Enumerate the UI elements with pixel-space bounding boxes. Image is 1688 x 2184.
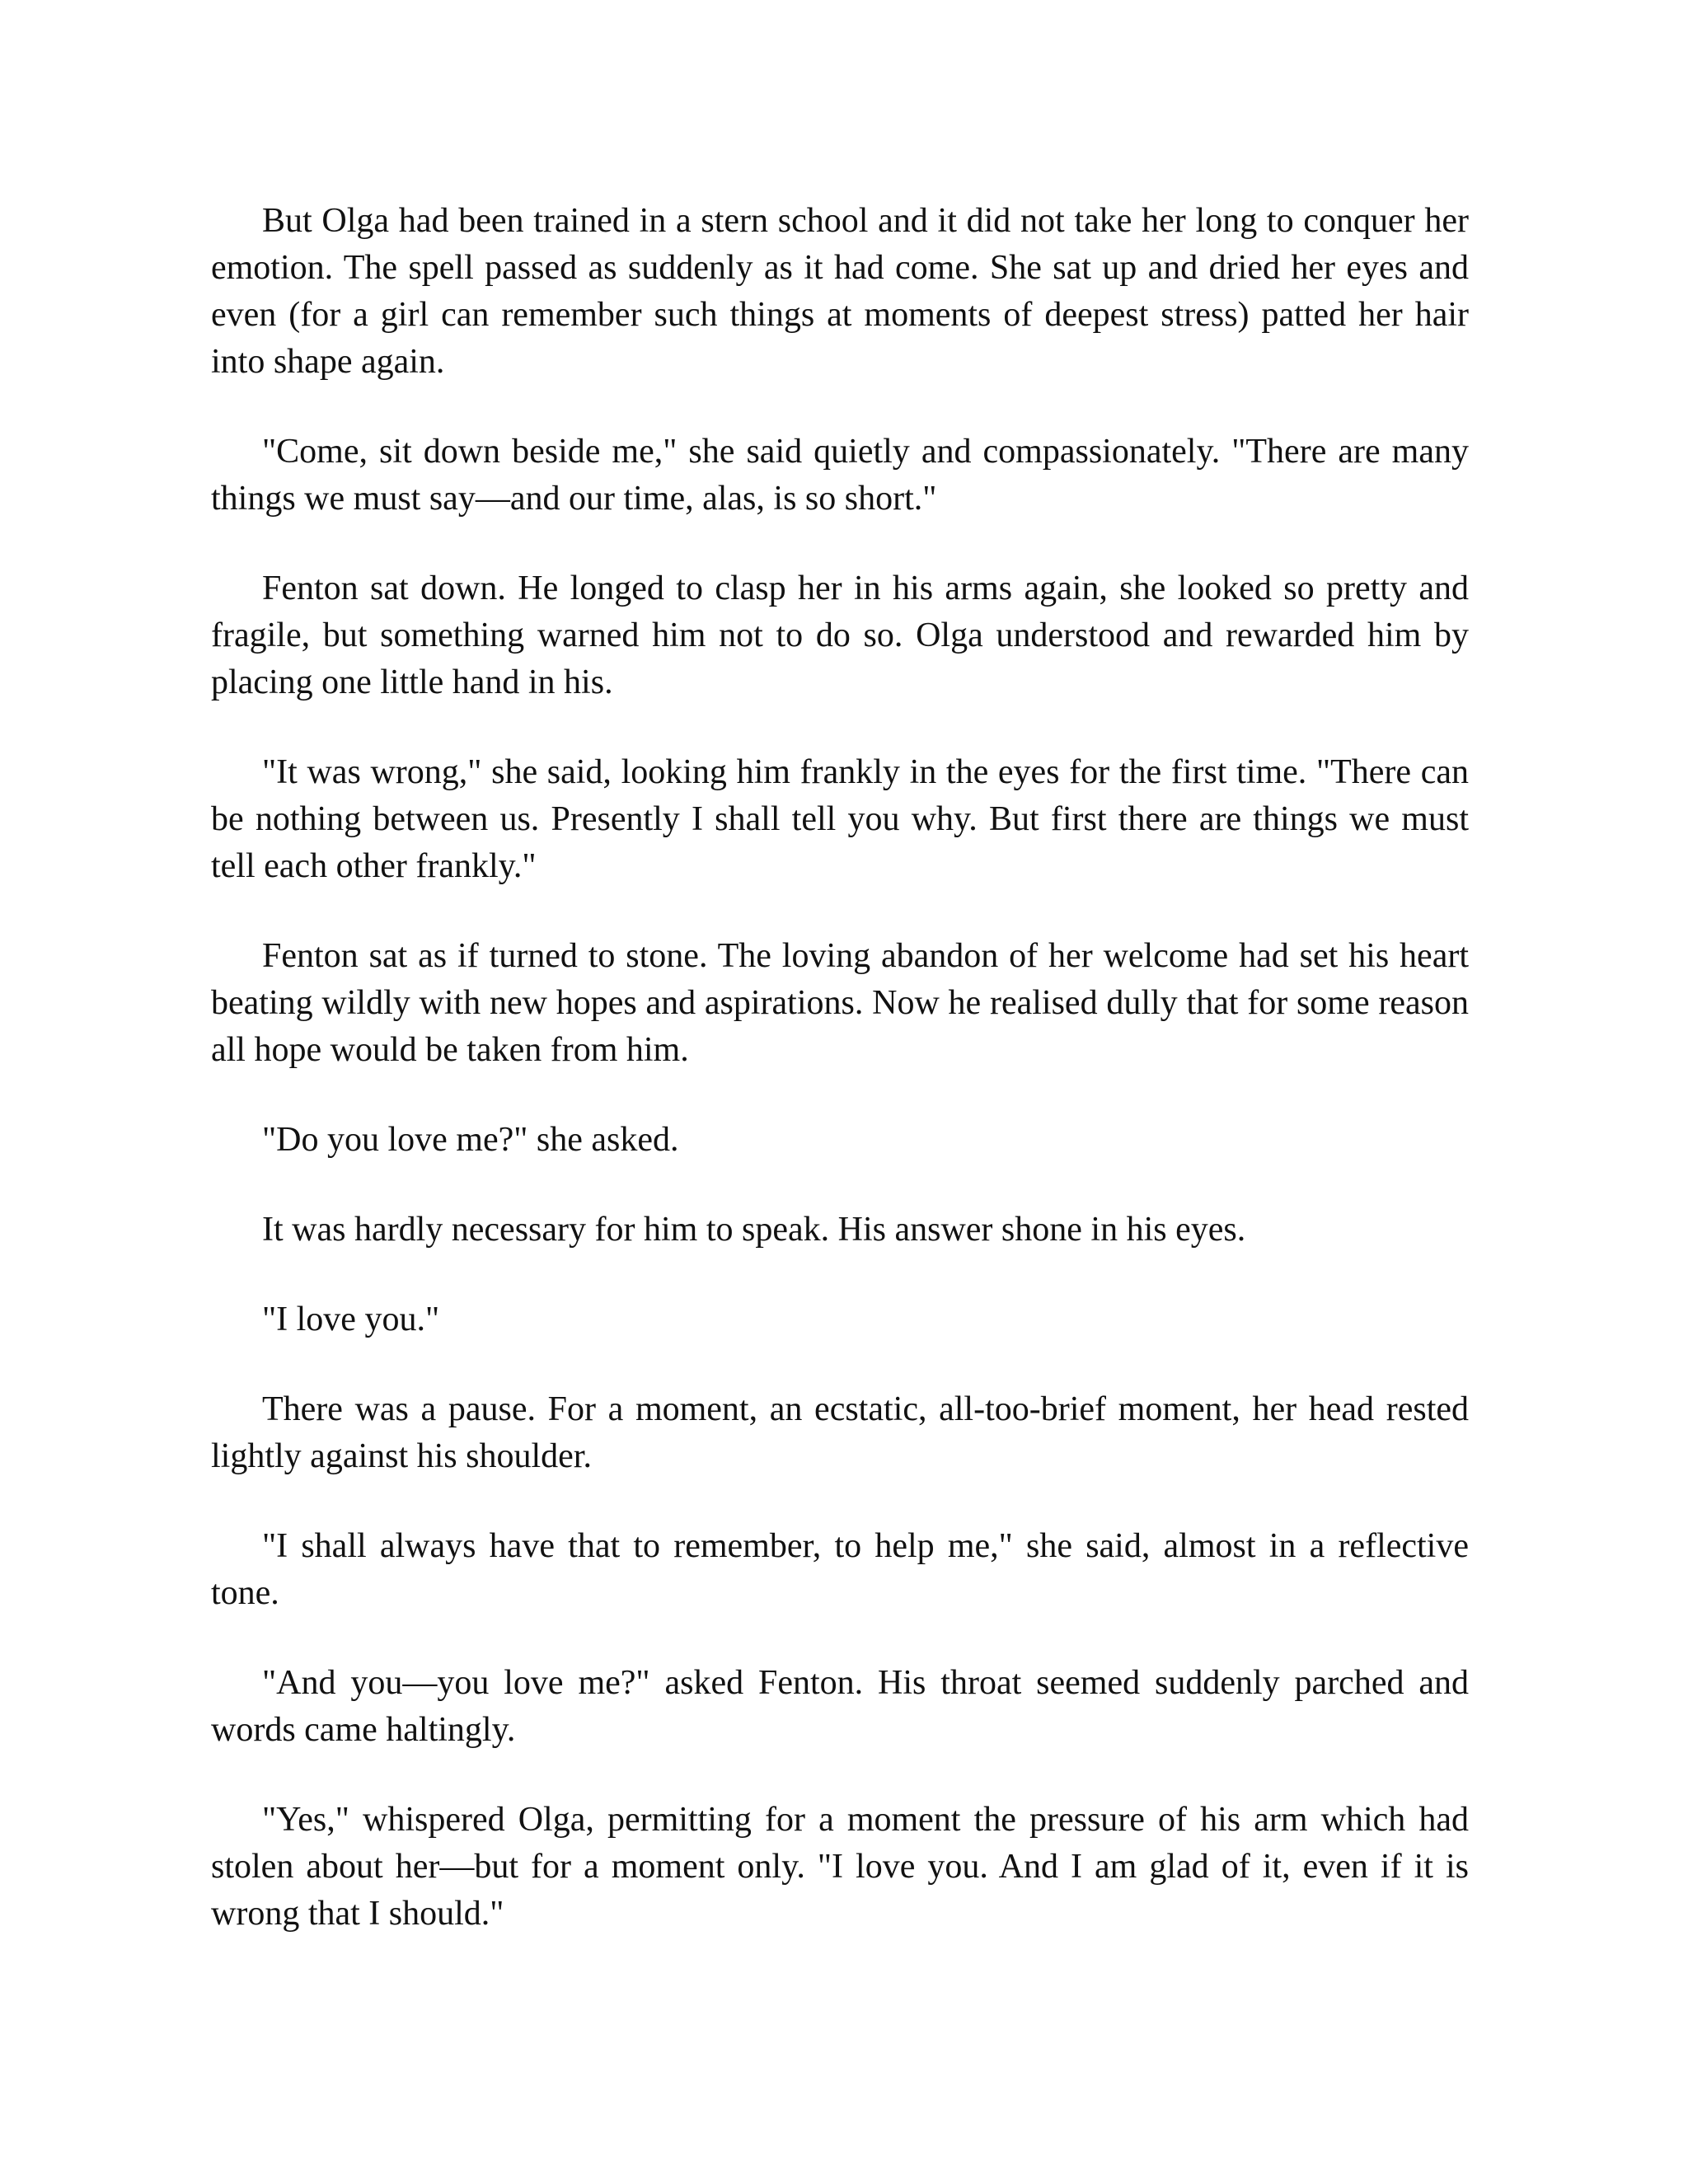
paragraph-4: "It was wrong," she said, looking him frankly in the eyes for the first time. "There can be nothing between us. Presently I shall tell you why. But first there are things we must tell each other frankly." [211, 753, 1469, 885]
paragraph-9: There was a pause. For a moment, an ecstatic, all-too-brief moment, her head rested lightly against his shoulder. [211, 1390, 1469, 1475]
paragraph-1: But Olga had been trained in a stern school and it did not take her long to conquer her emotion. The spell passed as suddenly as it had come. She sat up and dried her eyes and even (for a girl can remember such things at moments of deepest stress) patted her hair into shape again. [211, 202, 1469, 381]
paragraph-11: "And you—you love me?" asked Fenton. His throat seemed suddenly parched and words came haltingly. [211, 1664, 1469, 1749]
paragraph-7: It was hardly necessary for him to speak. His answer shone in his eyes. [262, 1211, 1246, 1249]
paragraph-3: Fenton sat down. He longed to clasp her in his arms again, she looked so pretty and fragile, but something warned him not to do so. Olga understood and rewarded him by placing one little hand in his. [211, 569, 1469, 701]
paragraph-10: "I shall always have that to remember, to help me," she said, almost in a reflective tone. [211, 1527, 1469, 1612]
paragraph-6: "Do you love me?" she asked. [262, 1121, 679, 1159]
paragraph-8: "I love you." [262, 1301, 440, 1338]
document-page [211, 198, 1469, 1980]
paragraph-12: "Yes," whispered Olga, permitting for a moment the pressure of his arm which had stolen about her—but for a moment only. "I love you. And I am glad of it, even if it is wrong that I should." [211, 1801, 1469, 1933]
paragraph-2: "Come, sit down beside me," she said quietly and compassionately. "There are many things we must say—and our time, alas, is so short." [211, 433, 1469, 518]
paragraph-5: Fenton sat as if turned to stone. The loving abandon of her welcome had set his heart beating wildly with new hopes and aspirations. Now he realised dully that for some reason all hope would be taken from him. [211, 937, 1469, 1069]
